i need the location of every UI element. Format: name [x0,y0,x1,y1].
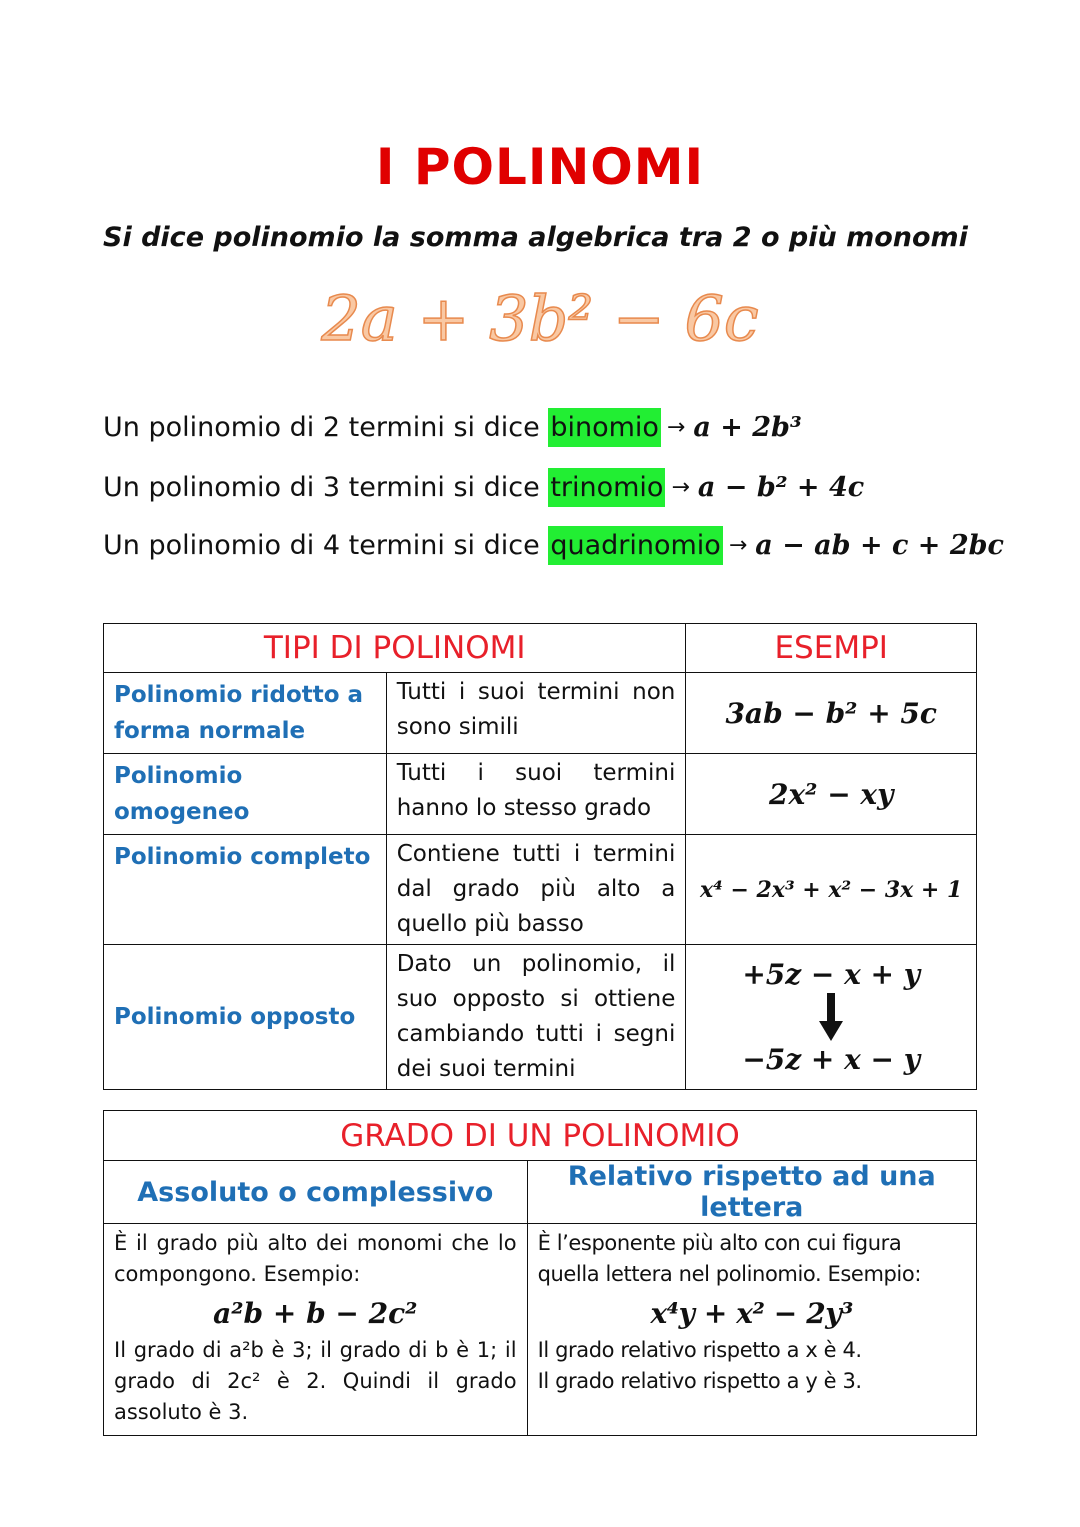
absolute-intro: È il grado più alto dei monomi che lo compongono. Esempio: [114,1231,517,1286]
relative-intro: È l’esponente più alto con cui figura quella lettera nel polinomio. Esempio: [537,1231,921,1286]
type-description: Tutti i suoi termini hanno lo stesso grado [386,754,686,835]
type-description: Tutti i suoi termini non sono simili [386,673,686,754]
type-name: Polinomio omogeneo [104,754,387,835]
definition-text: Si dice polinomio la somma algebrica tra 2 o più monomi [103,222,968,253]
relative-formula: x⁴y + x² − 2y³ [650,1297,854,1330]
opposite-result: −5z + x − y [742,1043,921,1076]
example-formula: 2a + 3b² − 6c [321,282,759,355]
type-example: 2x² − xy [686,754,977,835]
arrow-right-icon: → [666,415,686,440]
absolute-cell [104,1224,528,1436]
absolute-explanation: Il grado di a²b è 3; il grado di b è 1; il grado di 2c² è 2. Quindi il grado assoluto è 3. [114,1338,517,1424]
table-row [104,945,977,1090]
table-row [104,754,977,835]
term-formula: a + 2b³ [693,412,802,443]
degree-content-row [104,1224,977,1436]
type-example: x⁴ − 2x³ + x² − 3x + 1 [686,835,977,945]
term-name-highlight: trinomio [548,468,665,507]
type-example: 3ab − b² + 5c [686,673,977,754]
degree-subheader [104,1161,977,1224]
term-row-binomio [103,408,802,447]
header-types: TIPI DI POLINOMI [104,624,686,673]
header-degree: GRADO DI UN POLINOMIO [104,1111,977,1161]
type-name: Polinomio ridotto a forma normale [104,673,387,754]
term-name-highlight: binomio [548,408,661,447]
term-prefix: Un polinomio di 3 termini si dice [103,472,540,503]
type-description: Dato un polinomio, il suo opposto si ottiene cambiando tutti i segni dei suoi termini [386,945,686,1090]
term-formula: a − ab + c + 2bc [755,530,1004,561]
arrow-down-icon [816,991,846,1043]
table-row [104,673,977,754]
table-row [104,835,977,945]
type-name: Polinomio opposto [104,945,387,1090]
relative-line-2: Il grado relativo rispetto a y è 3. [537,1369,862,1393]
term-row-trinomio [103,468,864,507]
page-title: I POLINOMI [375,138,705,196]
term-prefix: Un polinomio di 4 termini si dice [103,530,540,561]
header-absolute: Assoluto o complessivo [104,1161,528,1224]
type-name: Polinomio completo [104,835,387,945]
type-description: Contiene tutti i termini dal grado più alto a quello più basso [386,835,686,945]
term-name-highlight: quadrinomio [548,526,723,565]
term-formula: a − b² + 4c [697,472,865,503]
arrow-right-icon: → [671,475,690,500]
degree-table [103,1110,977,1436]
relative-cell [527,1224,976,1436]
term-prefix: Un polinomio di 2 termini si dice [103,412,540,443]
arrow-right-icon: → [728,533,748,558]
degree-table-header [104,1111,977,1161]
types-table [103,623,977,1090]
header-relative: Relativo rispetto ad una lettera [527,1161,976,1224]
types-table-header [104,624,977,673]
header-examples: ESEMPI [686,624,977,673]
absolute-formula: a²b + b − 2c² [213,1297,418,1330]
opposite-original: +5z − x + y [742,958,921,991]
relative-line-1: Il grado relativo rispetto a x è 4. [537,1338,862,1362]
type-example-opposite [686,945,977,1090]
term-row-quadrinomio [103,526,1004,565]
